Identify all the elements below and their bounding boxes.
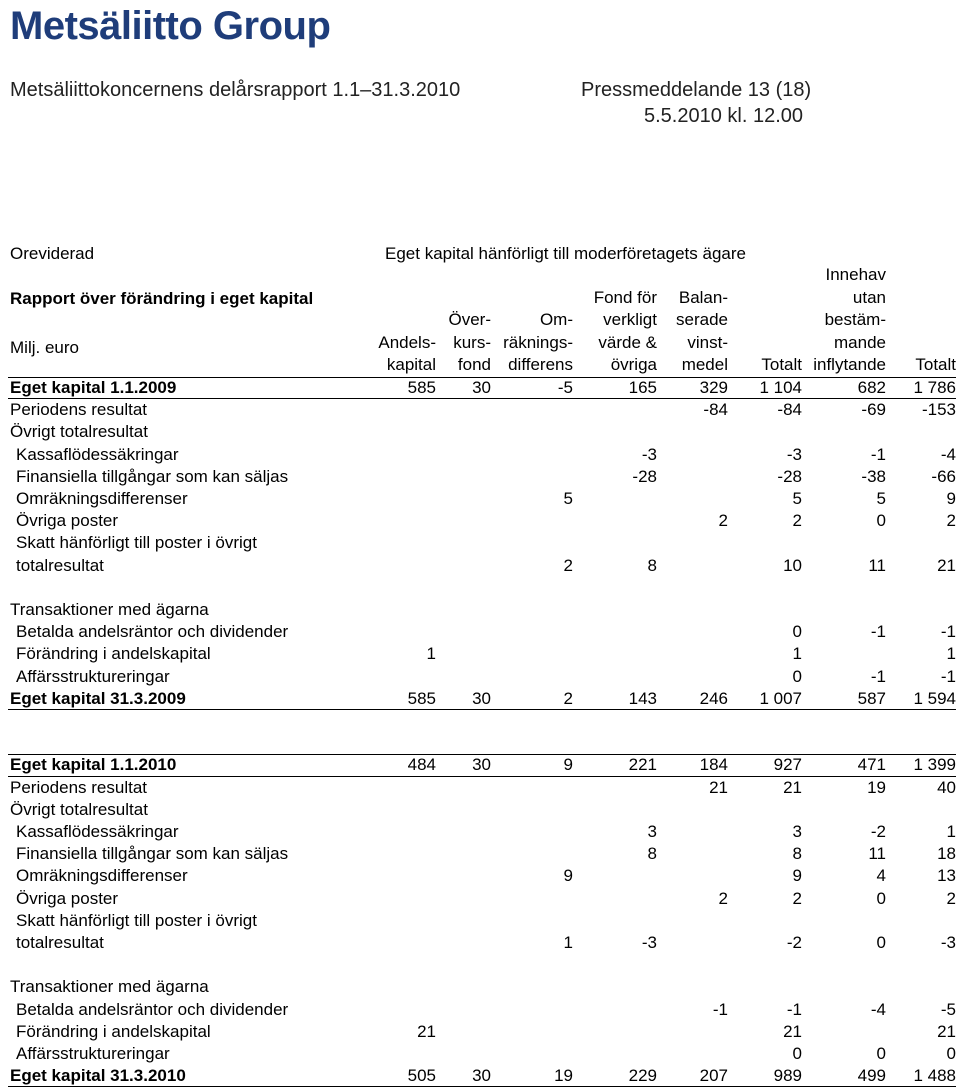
cell-value: 21 [417,1021,436,1041]
cell-value: -1 [870,622,886,642]
cell-value: -3 [786,444,802,464]
cell-value: 989 [773,1066,802,1086]
cell-value: 471 [857,755,886,775]
press-release-date: 5.5.2010 kl. 12.00 [644,105,804,127]
cell-value: 30 [472,378,491,397]
cell-value: -28 [777,466,802,486]
cell-value: 1 399 [913,755,956,775]
row-label: Finansiella tillgångar som kan säljas [16,466,289,486]
cell-value: 1 [563,933,573,952]
cell-value: 585 [407,378,436,397]
cell-value: 5 [563,489,573,508]
column-header-7: Innehav [825,265,886,284]
cell-value: 0 [876,511,886,531]
cell-value: 4 [876,866,886,886]
cell-value: 0 [792,622,802,642]
column-header-1: kapital [386,355,436,374]
column-header-5: vinst- [687,332,728,352]
cell-value: 9 [946,489,956,508]
column-header-5: serade [676,310,728,329]
cell-value: 1 [946,644,956,664]
row-label: Övriga poster [16,888,119,908]
cell-value: 40 [937,777,956,797]
column-header-2: fond [457,355,491,374]
cell-value: 246 [699,688,728,708]
row-label: Kassaflödessäkringar [16,822,179,841]
cell-value: 1 786 [913,378,956,397]
cell-value: 0 [946,1044,956,1063]
cell-value: 207 [699,1066,728,1086]
cell-value: 329 [699,378,728,397]
cell-value: -3 [940,933,956,952]
cell-value: 19 [554,1066,573,1086]
row-label: Betalda andelsräntor och dividender [16,999,289,1019]
unaudited-label: Oreviderad [10,244,95,263]
cell-value: 0 [792,1044,802,1063]
row-label: Periodens resultat [10,400,148,420]
cell-value: 484 [407,755,436,775]
cell-value: 11 [868,844,886,864]
cell-value: 9 [792,866,802,886]
section-rule [8,754,956,755]
column-header-4: värde & [598,332,657,352]
cell-value: 184 [699,755,728,775]
row-label: Periodens resultat [10,777,148,797]
cell-value: 587 [857,688,886,708]
cell-value: 21 [937,555,956,575]
row-label: Förändring i andelskapital [16,1021,211,1041]
row-label: Omräkningsdifferenser [16,489,188,508]
column-header-5: Balan- [678,287,728,307]
row-underline [8,709,956,710]
row-label: Omräkningsdifferenser [16,866,188,886]
cell-value: 2 [718,888,728,908]
cell-value: -2 [870,822,886,841]
cell-value: 21 [937,1021,956,1041]
column-header-7: bestäm- [824,310,886,329]
cell-value: -4 [940,444,956,464]
row-label: Betalda andelsräntor och dividender [16,622,289,642]
row-label: Övrigt totalresultat [10,799,148,819]
cell-value: 2 [563,688,573,708]
cell-value: 1 [792,644,802,664]
row-label: Eget kapital 1.1.2009 [10,378,177,397]
cell-value: 21 [709,777,728,797]
unit-label: Milj. euro [10,338,79,357]
row-underline [8,1086,956,1087]
cell-value: -1 [786,999,802,1019]
cell-value: -84 [703,400,728,420]
column-header-3: differens [508,355,573,374]
cell-value: 21 [783,1021,802,1041]
cell-value: -153 [921,400,956,420]
row-label: Finansiella tillgångar som kan säljas [16,844,289,864]
cell-value: 1 007 [759,688,802,708]
company-logo: Metsäliitto Group [10,4,331,48]
row-label: Övriga poster [16,511,119,531]
cell-value: 30 [472,1066,491,1086]
column-header-4: verkligt [603,310,657,329]
cell-value: 505 [407,1066,436,1086]
row-label: Eget kapital 31.3.2009 [10,688,186,708]
cell-value: 1 594 [913,688,956,708]
cell-value: -38 [861,466,886,486]
cell-value: -4 [870,999,886,1019]
column-header-7: utan [852,287,886,307]
cell-value: 9 [563,866,573,886]
row-label: Transaktioner med ägarna [10,977,209,997]
cell-value: 2 [792,511,802,531]
row-underline [8,398,956,399]
cell-value: 30 [472,755,491,775]
table-title: Rapport över förändring i eget kapital [10,289,314,308]
report-title: Metsäliittokoncernens delårsrapport 1.1–31.3.2010 [10,79,461,101]
cell-value: -3 [641,444,657,464]
group-heading: Eget kapital hänförligt till moderföretagets ägare [385,244,746,263]
cell-value: 1 [946,822,956,841]
cell-value: -1 [940,666,956,686]
column-header-5: medel [681,355,728,374]
cell-value: 927 [773,755,802,775]
cell-value: 9 [563,755,573,775]
cell-value: 1 [426,644,436,664]
row-label: Förändring i andelskapital [16,644,211,664]
cell-value: -66 [931,466,956,486]
cell-value: 221 [628,755,657,775]
column-header-3: Om- [539,310,573,329]
cell-value: 5 [876,489,886,508]
cell-value: 3 [647,822,657,841]
cell-value: -1 [940,622,956,642]
column-header-8: Totalt [915,355,956,374]
cell-value: 1 488 [913,1066,956,1086]
cell-value: 11 [868,555,886,575]
row-label: Övrigt totalresultat [10,422,148,442]
row-label: Skatt hänförligt till poster i övrigt [16,533,257,553]
cell-value: -5 [557,378,573,397]
cell-value: 0 [876,933,886,952]
column-header-4: övriga [610,355,657,374]
cell-value: 18 [937,844,956,864]
cell-value: 3 [792,822,802,841]
cell-value: -84 [777,400,802,420]
cell-value: 2 [946,888,956,908]
row-label: Kassaflödessäkringar [16,444,179,464]
cell-value: -5 [940,999,956,1019]
cell-value: 0 [876,888,886,908]
row-label: Eget kapital 1.1.2010 [10,755,177,775]
cell-value: 0 [876,1044,886,1063]
row-label: Eget kapital 31.3.2010 [10,1066,186,1086]
column-header-2: Över- [448,310,491,329]
column-header-6: Totalt [761,355,802,374]
cell-value: 0 [792,666,802,686]
cell-value: -28 [632,466,657,486]
column-header-4: Fond för [593,287,657,307]
column-header-3: räknings- [503,332,573,352]
column-header-7: mande [834,332,886,352]
press-release-number: Pressmeddelande 13 (18) [581,79,812,101]
cell-value: 229 [628,1066,657,1086]
cell-value: 2 [946,511,956,531]
column-header-1: Andels- [378,332,436,352]
cell-value: 499 [857,1066,886,1086]
cell-value: 165 [628,378,657,397]
row-label: Affärsstruktureringar [16,666,170,686]
cell-value: 8 [647,555,657,575]
cell-value: 1 104 [759,378,802,397]
cell-value: -3 [641,933,657,952]
column-header-2: kurs- [453,332,491,352]
column-header-7: inflytande [813,355,886,374]
cell-value: 2 [792,888,802,908]
row-label: Transaktioner med ägarna [10,600,209,619]
cell-value: 2 [563,555,573,575]
cell-value: 585 [407,688,436,708]
cell-value: 8 [792,844,802,864]
cell-value: -1 [870,666,886,686]
cell-value: 5 [792,489,802,508]
cell-value: 10 [783,555,802,575]
row-label: totalresultat [16,555,104,575]
cell-value: -1 [870,444,886,464]
row-label: totalresultat [16,933,104,952]
cell-value: 21 [783,777,802,797]
cell-value: -69 [861,400,886,420]
cell-value: 30 [472,688,491,708]
cell-value: -2 [786,933,802,952]
cell-value: 13 [937,866,956,886]
row-label: Affärsstruktureringar [16,1044,170,1063]
cell-value: 682 [857,378,886,397]
cell-value: 8 [647,844,657,864]
cell-value: -1 [712,999,728,1019]
cell-value: 2 [718,511,728,531]
row-label: Skatt hänförligt till poster i övrigt [16,910,257,930]
cell-value: 143 [628,688,657,708]
cell-value: 19 [867,777,886,797]
